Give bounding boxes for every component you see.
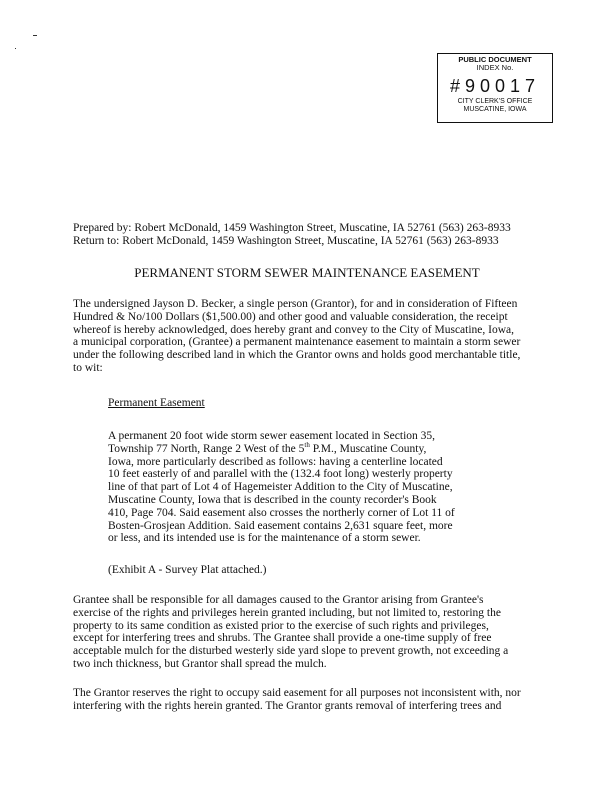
- scan-speck: [15, 48, 16, 49]
- stamp-index-number: #90017: [449, 76, 541, 96]
- section-heading: Permanent Easement: [108, 397, 205, 409]
- text-line: two inch thickness, but Grantor shall spread the mulch.: [73, 657, 327, 670]
- paragraph-damages: [73, 594, 508, 671]
- text-line: [108, 440, 455, 456]
- text-line: acceptable mulch for the disturbed westerly side yard slope to prevent growth, not exceeding a: [73, 645, 509, 658]
- paragraph-grant: [73, 298, 520, 375]
- text-line: Grantee shall be responsible for all damages caused to the Grantor arising from Grantee's: [73, 594, 484, 606]
- text: P.M., Muscatine County,: [309, 442, 427, 455]
- document-title: PERMANENT STORM SEWER MAINTENANCE EASEMENT: [134, 265, 480, 280]
- exhibit-note: (Exhibit A - Survey Plat attached.): [108, 564, 267, 576]
- text-line: The undersigned Jayson D. Becker, a single person (Grantor), for and in consideration of Fifteen: [73, 298, 518, 310]
- stamp-line4: MUSCATINE, IOWA: [463, 106, 527, 113]
- text-line: interfering with the rights herein granted. The Grantor grants removal of interfering trees and: [73, 699, 502, 712]
- text-line: Iowa, more particularly described as follows: having a centerline located: [108, 455, 443, 468]
- text-line: or less, and its intended use is for the maintenance of a storm sewer.: [108, 532, 421, 545]
- public-document-stamp: [437, 53, 553, 123]
- text-line: a municipal corporation, (Grantee) a permanent maintenance easement to maintain a storm sewer: [73, 336, 521, 349]
- text: Township 77 North, Range 2 West of the 5: [108, 442, 305, 455]
- stamp-line1: PUBLIC DOCUMENT: [458, 55, 532, 64]
- text-line: property to its same condition as existed prior to the exercise of such rights and privileges,: [73, 619, 489, 632]
- prepared-by: Prepared by: Robert McDonald, 1459 Washington Street, Muscatine, IA 52761 (563) 263-8933: [73, 222, 511, 234]
- scan-speck: [33, 35, 37, 36]
- text-line: A permanent 20 foot wide storm sewer easement located in Section 35,: [108, 430, 436, 442]
- text-line: The Grantor reserves the right to occupy said easement for all purposes not inconsistent with, nor: [73, 687, 521, 699]
- stamp-line2: INDEX No.: [476, 63, 514, 72]
- text-line: exercise of the rights and privileges herein granted including, but not limited to, restoring the: [73, 606, 501, 619]
- superscript: th: [304, 440, 310, 449]
- text-line: line of that part of Lot 4 of Hagemeister Addition to the City of Muscatine,: [108, 481, 453, 494]
- text-line: 10 feet easterly of and parallel with the (132.4 foot long) westerly property: [108, 468, 453, 481]
- stamp-line3: CITY CLERK'S OFFICE: [457, 98, 533, 105]
- text-line: except for interfering trees and shrubs. The Grantee shall provide a one-time supply of free: [73, 632, 492, 645]
- text-line: Bosten-Grosjean Addition. Said easement contains 2,631 square feet, more: [108, 519, 453, 532]
- text-line: to wit:: [73, 361, 103, 374]
- text-line: under the following described land in which the Grantor owns and holds good merchantable title,: [73, 349, 521, 362]
- text-line: 410, Page 704. Said easement also crosses the northerly corner of Lot 11 of: [108, 506, 455, 519]
- legal-description: [108, 430, 455, 545]
- text-line: Hundred & No/100 Dollars ($1,500.00) and other good and valuable consideration, the receipt: [73, 310, 508, 323]
- return-to: Return to: Robert McDonald, 1459 Washington Street, Muscatine, IA 52761 (563) 263-8933: [73, 235, 499, 247]
- text-line: whereof is hereby acknowledged, does hereby grant and convey to the City of Muscatine, Iowa,: [73, 323, 515, 336]
- text-line: Muscatine County, Iowa that is described in the county recorder's Book: [108, 493, 437, 506]
- paragraph-reserves: [73, 687, 521, 713]
